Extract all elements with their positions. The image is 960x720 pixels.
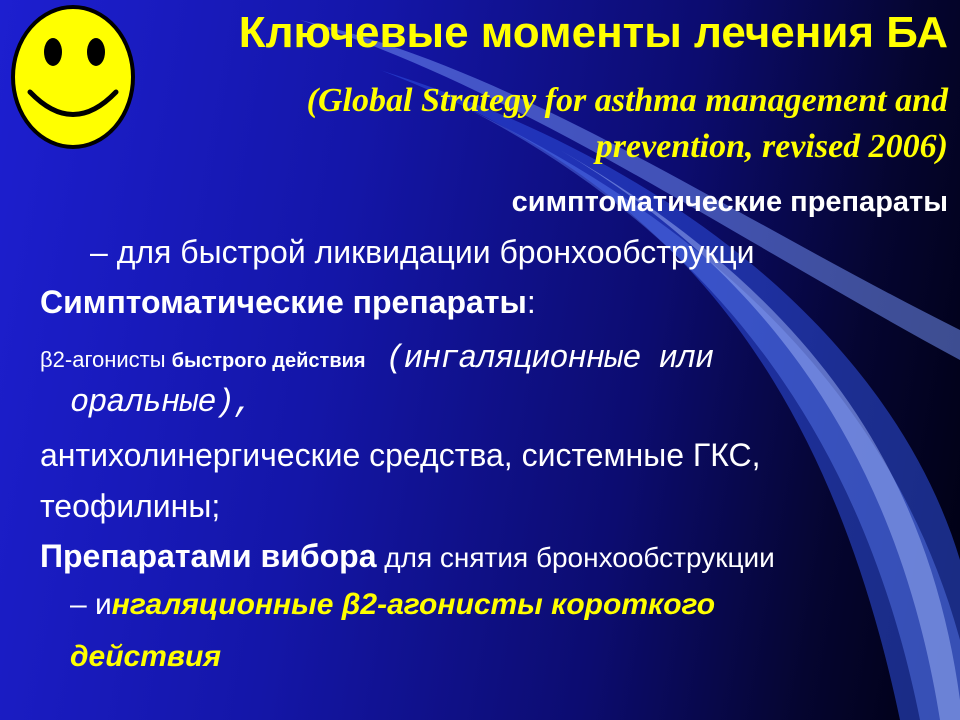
purpose-line: – для быстрой ликвидации бронхообструкци: [90, 234, 755, 270]
symptomatic-drugs-label: [40, 284, 536, 321]
theophyllines-line: теофилины;: [40, 488, 221, 524]
drugs-of-choice-line: [40, 538, 775, 575]
symptomatic-drugs-label-text: Симптоматические препараты: [40, 284, 527, 320]
beta2-agonists-text: β2-агонисты: [40, 347, 172, 372]
short-acting-line: [70, 588, 715, 622]
subtitle-line-1: (Global Strategy for asthma management and: [306, 82, 948, 119]
slide-subtitle: [307, 78, 948, 170]
short-acting-dash: – и: [70, 588, 112, 621]
subtitle-line-2: prevention, revised 2006): [595, 128, 948, 165]
slide-title: Ключевые моменты лечения БА: [238, 8, 948, 57]
drugs-of-choice-label: Препаратами вибора: [40, 538, 377, 574]
oral-line: оральные),: [70, 384, 253, 421]
drugs-of-choice-purpose: для снятия бронхообструкции: [376, 542, 775, 573]
symptomatic-drugs-heading: симптоматические препараты: [511, 186, 948, 218]
action-line: [70, 640, 221, 674]
short-acting-text: нгаляционные β2-агонисты короткого: [111, 588, 716, 621]
beta2-agonists-line: [40, 340, 713, 377]
inhaled-or-text: (ингаляционные или: [385, 340, 714, 377]
action-text: действия: [70, 640, 222, 673]
smiley-face-icon: [8, 2, 138, 152]
symptomatic-drugs-colon: :: [526, 284, 536, 320]
fast-acting-text: быстрого действия: [171, 350, 366, 372]
anticholinergics-line: антихолинергические средства, системные ГКС,: [40, 437, 761, 473]
